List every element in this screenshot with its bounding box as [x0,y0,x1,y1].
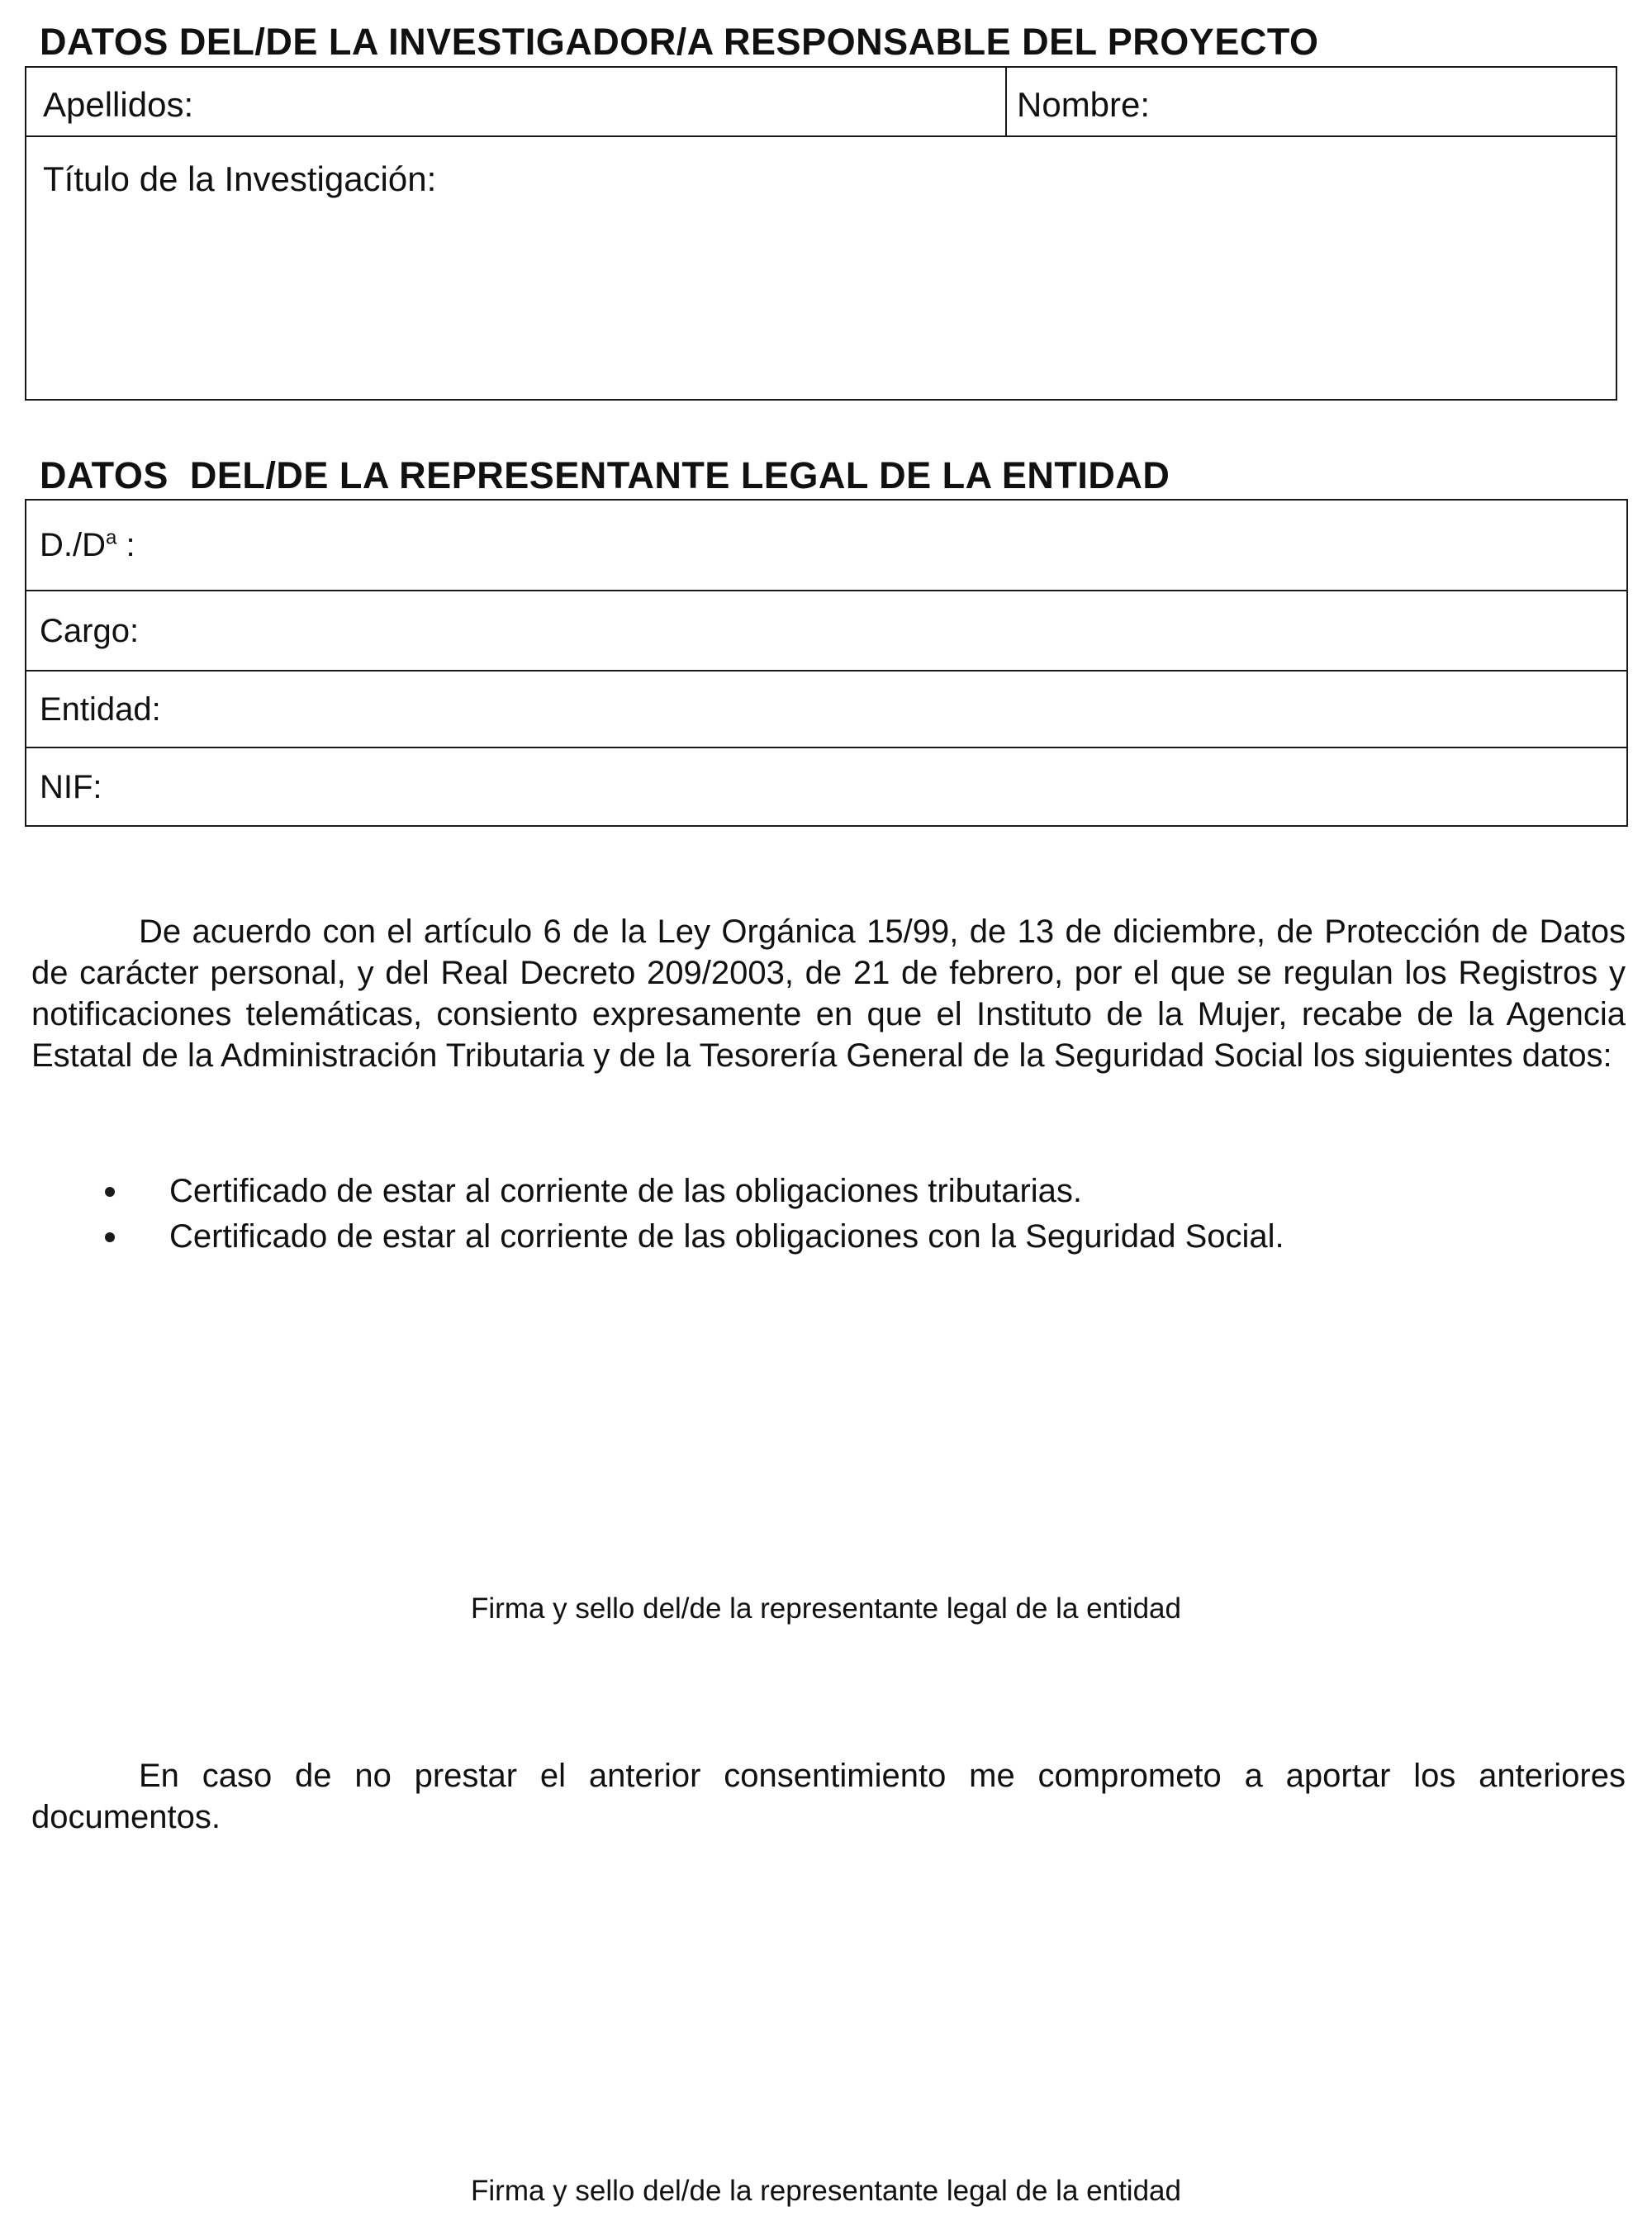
investigator-name-row [26,68,1616,137]
representative-form-box [25,499,1628,827]
no-consent-signature-label: Firma y sello del/de la representante legal de la entidad [471,2175,1181,2207]
apellidos-field[interactable] [26,68,1007,135]
cargo-label: Cargo: [40,612,140,649]
titulo-investigacion-label: Título de la Investigación: [43,159,437,198]
dd-field[interactable] [26,501,1626,591]
bullet-icon [105,1187,115,1197]
consent-data-list [99,1169,1284,1260]
list-item: Certificado de estar al corriente de las obligaciones tributarias. [99,1169,1284,1214]
nombre-label: Nombre: [1017,85,1151,124]
cargo-field[interactable] [26,591,1626,672]
investigator-form-box [25,66,1617,401]
investigator-section-title: DATOS DEL/DE LA INVESTIGADOR/A RESPONSABLE DEL PROYECTO [40,21,1319,63]
entidad-label: Entidad: [40,691,161,728]
consent-signature-label: Firma y sello del/de la representante legal de la entidad [471,1592,1181,1625]
consent-paragraph: De acuerdo con el artículo 6 de la Ley Orgánica 15/99, de 13 de diciembre, de Protección de Datos de carácter personal, y del Real Decreto 209/2003, de 21 de febrero, por el que se regulan los Registros y notificaciones telemáticas, consiento expresamente en que el Instituto de la Mujer, recabe de la Agencia Estatal de la Administración Tributaria y de la Tesorería General de la Seguridad Social los siguientes datos: [31,914,1626,1074]
nombre-field[interactable] [1007,68,1616,135]
no-consent-paragraph: En caso de no prestar el anterior consentimiento me comprometo a aportar los anteriores documentos. [31,1758,1626,1835]
nif-field[interactable] [26,748,1626,825]
nif-label: NIF: [40,768,102,805]
titulo-investigacion-field[interactable] [26,137,1616,197]
list-item: Certificado de estar al corriente de las obligaciones con la Seguridad Social. [99,1214,1284,1260]
apellidos-label: Apellidos: [43,85,194,124]
dd-label: $D./D^a$ : [40,526,135,563]
entidad-field[interactable] [26,672,1626,748]
bullet-icon [105,1232,115,1242]
representative-section-title: DATOS DEL/DE LA REPRESENTANTE LEGAL DE LA ENTIDAD [40,454,1170,496]
